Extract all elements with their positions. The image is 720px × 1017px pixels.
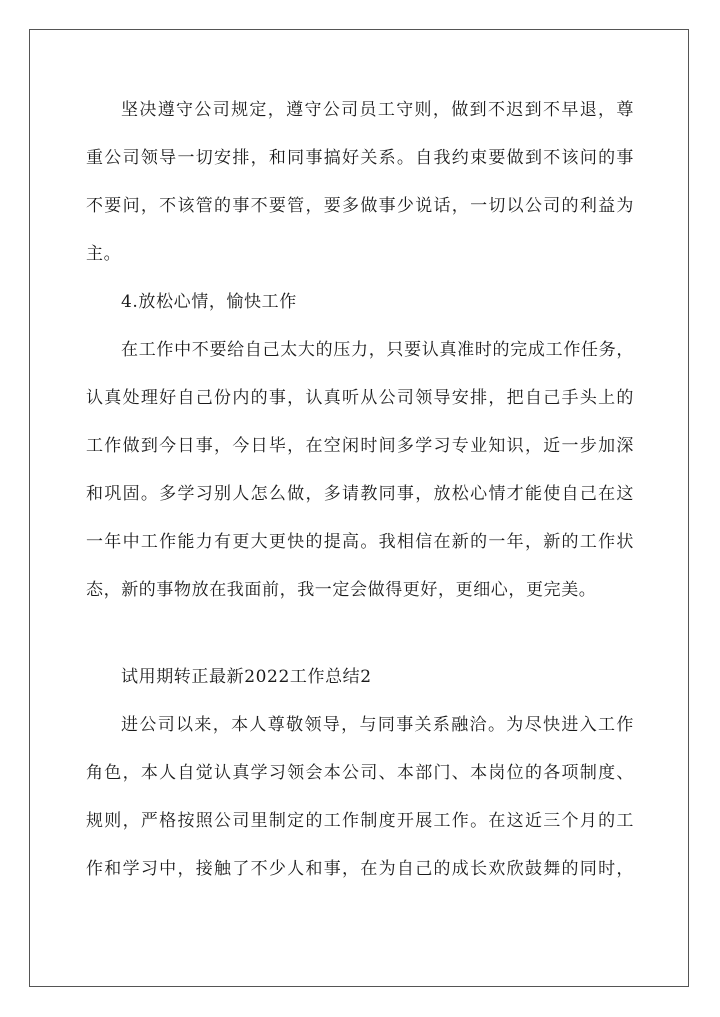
paragraph-2-line-3: 工作做到今日事，今日毕，在空闲时间多学习专业知识，近一步加深 — [86, 436, 634, 456]
paragraph-2-line-6: 态，新的事物放在我面前，我一定会做得更好，更细心，更完美。 — [86, 580, 597, 600]
paragraph-3-line-3: 规则，严格按照公司里制定的工作制度开展工作。在这近三个月的工 — [86, 811, 634, 831]
paragraph-3-line-1: 进公司以来，本人尊敬领导，与同事关系融洽。为尽快进入工作 — [121, 715, 634, 735]
paragraph-1-line-4: 主。 — [86, 244, 122, 264]
paragraph-2-line-5: 一年中工作能力有更大更快的提高。我相信在新的一年，新的工作状 — [86, 532, 634, 552]
paragraph-2-line-4: 和巩固。多学习别人怎么做，多请教同事，放松心情才能使自己在这 — [86, 484, 634, 504]
section-title: 试用期转正最新2022工作总结2 — [121, 667, 372, 687]
paragraph-1-line-3: 不要问，不该管的事不要管，要多做事少说话，一切以公司的利益为 — [86, 196, 634, 216]
paragraph-3-line-2: 角色，本人自觉认真学习领会本公司、本部门、本岗位的各项制度、 — [86, 763, 634, 783]
paragraph-1-line-1: 坚决遵守公司规定，遵守公司员工守则，做到不迟到不早退，尊 — [121, 100, 634, 120]
paragraph-3-line-4: 作和学习中，接触了不少人和事，在为自己的成长欢欣鼓舞的同时， — [86, 859, 634, 879]
paragraph-1-line-2: 重公司领导一切安排，和同事搞好关系。自我约束要做到不该问的事 — [86, 148, 634, 168]
page-border — [29, 29, 689, 987]
paragraph-2-line-1: 在工作中不要给自己太大的压力，只要认真准时的完成工作任务， — [121, 340, 634, 360]
paragraph-2-line-2: 认真处理好自己份内的事，认真听从公司领导安排，把自己手头上的 — [86, 388, 634, 408]
heading-4: 4.放松心情，愉快工作 — [121, 292, 297, 312]
